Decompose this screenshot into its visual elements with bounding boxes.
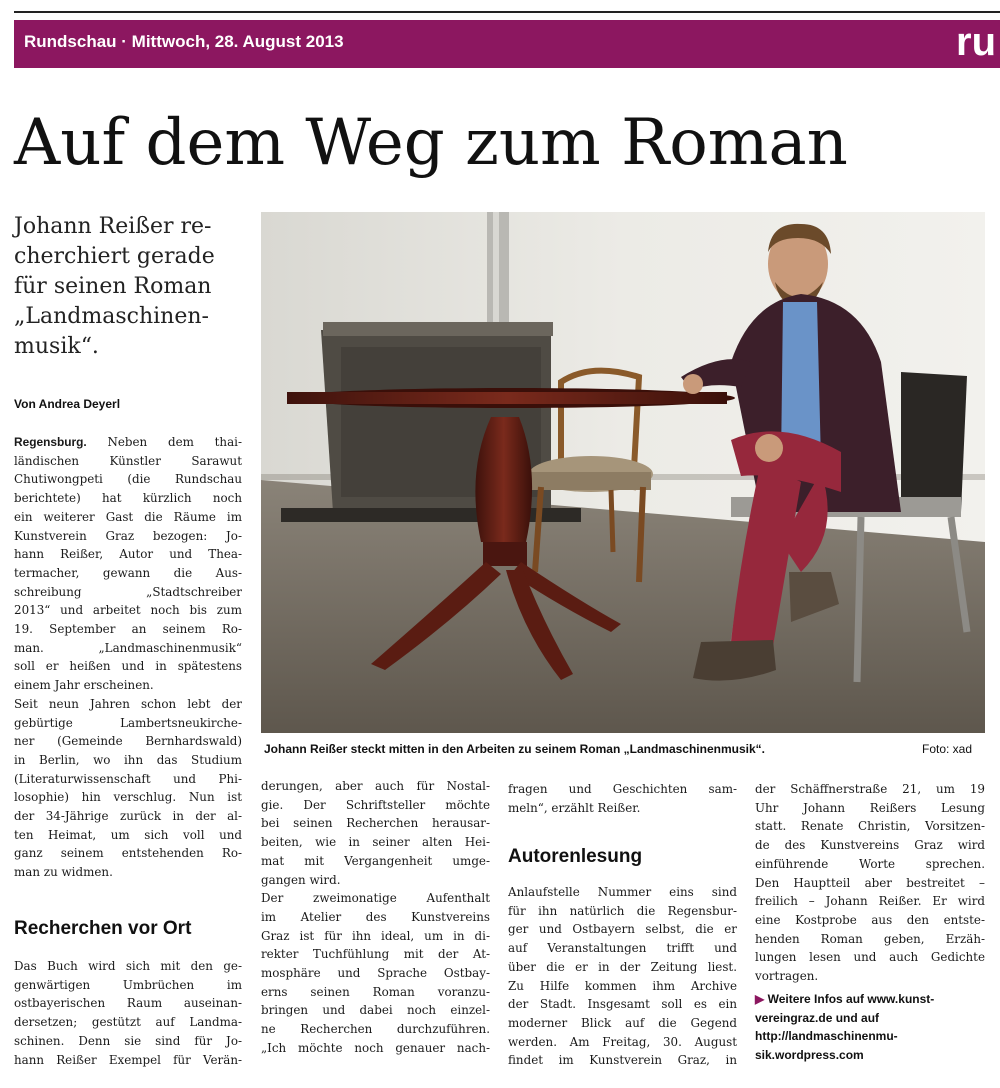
text-line: erns seinen Roman voranzu- (261, 984, 490, 999)
text-line: mosphäre und Sprache Ostbay- (261, 966, 490, 981)
column-1 (14, 433, 242, 882)
text-line: de des Kunstvereins Graz wird (755, 838, 985, 853)
text-line: ländischen Künstler Sarawut (14, 453, 242, 468)
text-line: man. „Landmaschinenmusik“ (14, 640, 242, 655)
subhead-line: „Landmaschinen- (14, 304, 209, 329)
info-text: Weitere Infos auf www.kunst- (767, 992, 935, 1006)
text-line: berichtete) hat kürzlich noch (14, 491, 242, 506)
text-line: ein weiterer Gast die Räume im (14, 509, 242, 524)
info-box (755, 990, 987, 1064)
text-line: vortragen. (755, 969, 819, 984)
text-line: schreibung „Stadtschreiber (14, 584, 242, 599)
text-line: ger und Ostbayern selbst, die er (508, 922, 737, 937)
text-line: eine Kostprobe aus den entste- (755, 912, 985, 927)
text-line: dersetzen; gestützt auf Landma- (14, 1015, 242, 1030)
subhead-line: für seinen Roman (14, 274, 212, 299)
subhead-line: musik“. (14, 334, 99, 359)
headline: Auf dem Weg zum Roman (14, 106, 848, 180)
text-line: Graz ist für ihn ideal, um in di- (261, 928, 490, 943)
text-line: Uhr Johann Reißers Lesung (755, 800, 985, 815)
text-line: gie. Der Schriftsteller möchte (261, 797, 490, 812)
subhead-line: cherchiert gerade (14, 244, 215, 269)
byline: Von Andrea Deyerl (14, 397, 121, 411)
text-line: ostbayerischen Raum auseinan- (14, 996, 242, 1011)
text-line: einführende Worte sprechen. (755, 856, 985, 871)
text-line: meln“, erzählt Reißer. (508, 800, 641, 815)
top-rule (14, 11, 1000, 13)
text-line: (Literaturwissenschaft und Phi- (14, 771, 242, 786)
subhead-line: Johann Reißer re- (14, 214, 212, 239)
text-line: 2013“ und arbeitet noch bis zum (14, 603, 242, 618)
text-line: derungen, aber auch für Nostal- (261, 779, 490, 793)
text-line: „Ich möchte noch genauer nach- (261, 1040, 490, 1055)
article-photo (261, 212, 985, 733)
text-line: henden Roman geben, Erzäh- (755, 931, 985, 946)
text-line: Regensburg. Neben dem thai- (14, 435, 242, 449)
text-line: bringen und dabei noch einzel- (261, 1003, 490, 1018)
text-line: beiten, wie in seiner alten Hei- (261, 835, 490, 850)
text-line: rekter Tuchfühlung mit der At- (261, 947, 490, 962)
subhead (14, 212, 250, 362)
text-line: lungen lesen und auch Gedichte (755, 950, 985, 965)
text-line: soll er heißen und in spätestens (14, 659, 242, 674)
column-3 (508, 780, 737, 817)
text-line: Den Hauptteil aber bestreitet – (755, 875, 985, 890)
text-line: auf Veranstaltungen trifft und (508, 941, 737, 956)
text-line: für ihn natürlich die Regensbur- (508, 903, 737, 918)
text-line: werden. Am Freitag, 30. August (508, 1034, 737, 1049)
text-line: Das Buch wird sich mit den ge- (14, 959, 242, 973)
newspaper-logo: ru (956, 20, 996, 64)
text-line: Chutiwongpeti (die Rundschau (14, 472, 242, 487)
text-line: fragen und Geschichten sam- (508, 782, 737, 796)
triangle-marker-icon: ▶ (755, 992, 765, 1006)
text-line: der Stadt. Insgesamt soll es ein (508, 997, 737, 1012)
text-line: man zu widmen. (14, 865, 113, 880)
text-line: moderner Blick auf die Gegend (508, 1015, 737, 1030)
text-line: Kunstverein Graz bezogen: Jo- (14, 528, 242, 543)
text-line: der 34-Jährige zurück in der al- (14, 809, 242, 824)
text-line: hann Reißer, Autor und Thea- (14, 547, 242, 562)
subheading-recherchen: Recherchen vor Ort (14, 918, 192, 939)
column-1b (14, 957, 242, 1069)
text-line: ne Recherchen durchzuführen. (261, 1022, 490, 1037)
text-line: ner (Gemeinde Bernhardswald) (14, 734, 242, 749)
text-line: über die er in der Zeitung liest. (508, 959, 737, 974)
text-line: 19. September an seinem Ro- (14, 622, 242, 637)
text-line: ten Heimat, um sich voll und (14, 827, 242, 842)
text-line: mat mit Vergangenheit umge- (261, 853, 490, 868)
column-2 (261, 777, 490, 1058)
text-line: der Schäffnerstraße 21, um 19 (755, 782, 985, 796)
text-line: statt. Renate Christin, Vorsitzen- (755, 819, 985, 834)
info-line (755, 990, 987, 1009)
dateline-city: Regensburg. (14, 435, 87, 449)
text-line: genwärtigen Umbrüchen im (14, 977, 242, 992)
column-4 (755, 780, 985, 986)
text-line: gebürtige Lambertsneukirche- (14, 715, 242, 730)
text-line: gangen wird. (261, 872, 341, 887)
text-line: in Berlin, wo ihn das Studium (14, 752, 242, 767)
text-line: Seit neun Jahren schon lebt der (14, 696, 242, 711)
text-line: findet im Kunstverein Graz, in (508, 1053, 737, 1068)
dateline: Rundschau · Mittwoch, 28. August 2013 (24, 32, 344, 51)
text-line: losophie) hin verschlug. Nun ist (14, 790, 242, 805)
photo-caption: Johann Reißer steckt mitten in den Arbeiten zu seinem Roman „Landmaschinenmusik“. (264, 742, 765, 756)
info-link[interactable]: http://landmaschinenmu- (755, 1029, 898, 1043)
text-line: ganz seinem entstehenden Ro- (14, 846, 242, 861)
info-link[interactable]: sik.wordpress.com (755, 1047, 864, 1062)
photo-credit: Foto: xad (922, 742, 973, 756)
column-3b (508, 883, 737, 1070)
photo-illustration (261, 212, 985, 733)
text-line: Anlaufstelle Nummer eins sind (508, 885, 737, 899)
subheading-autorenlesung: Autorenlesung (508, 846, 643, 867)
text-line: bei seinen Recherchen herausar- (261, 816, 490, 831)
text-line: Der zweimonatige Aufenthalt (261, 891, 490, 906)
text-line: im Atelier des Kunstvereins (261, 909, 490, 924)
text-line: einem Jahr erscheinen. (14, 678, 154, 693)
text-line: hann Reißer Exempel für Verän- (14, 1052, 242, 1067)
text-line: freilich – Johann Reißer. Er wird (755, 894, 985, 909)
text-line: termacher, gewann die Aus- (14, 565, 242, 580)
info-line: vereingraz.de und auf (755, 1010, 880, 1025)
text-line: schinen. Denn sie sind für Jo- (14, 1033, 242, 1048)
text-line: Zu Hilfe kommen ihm Archive (508, 978, 737, 993)
